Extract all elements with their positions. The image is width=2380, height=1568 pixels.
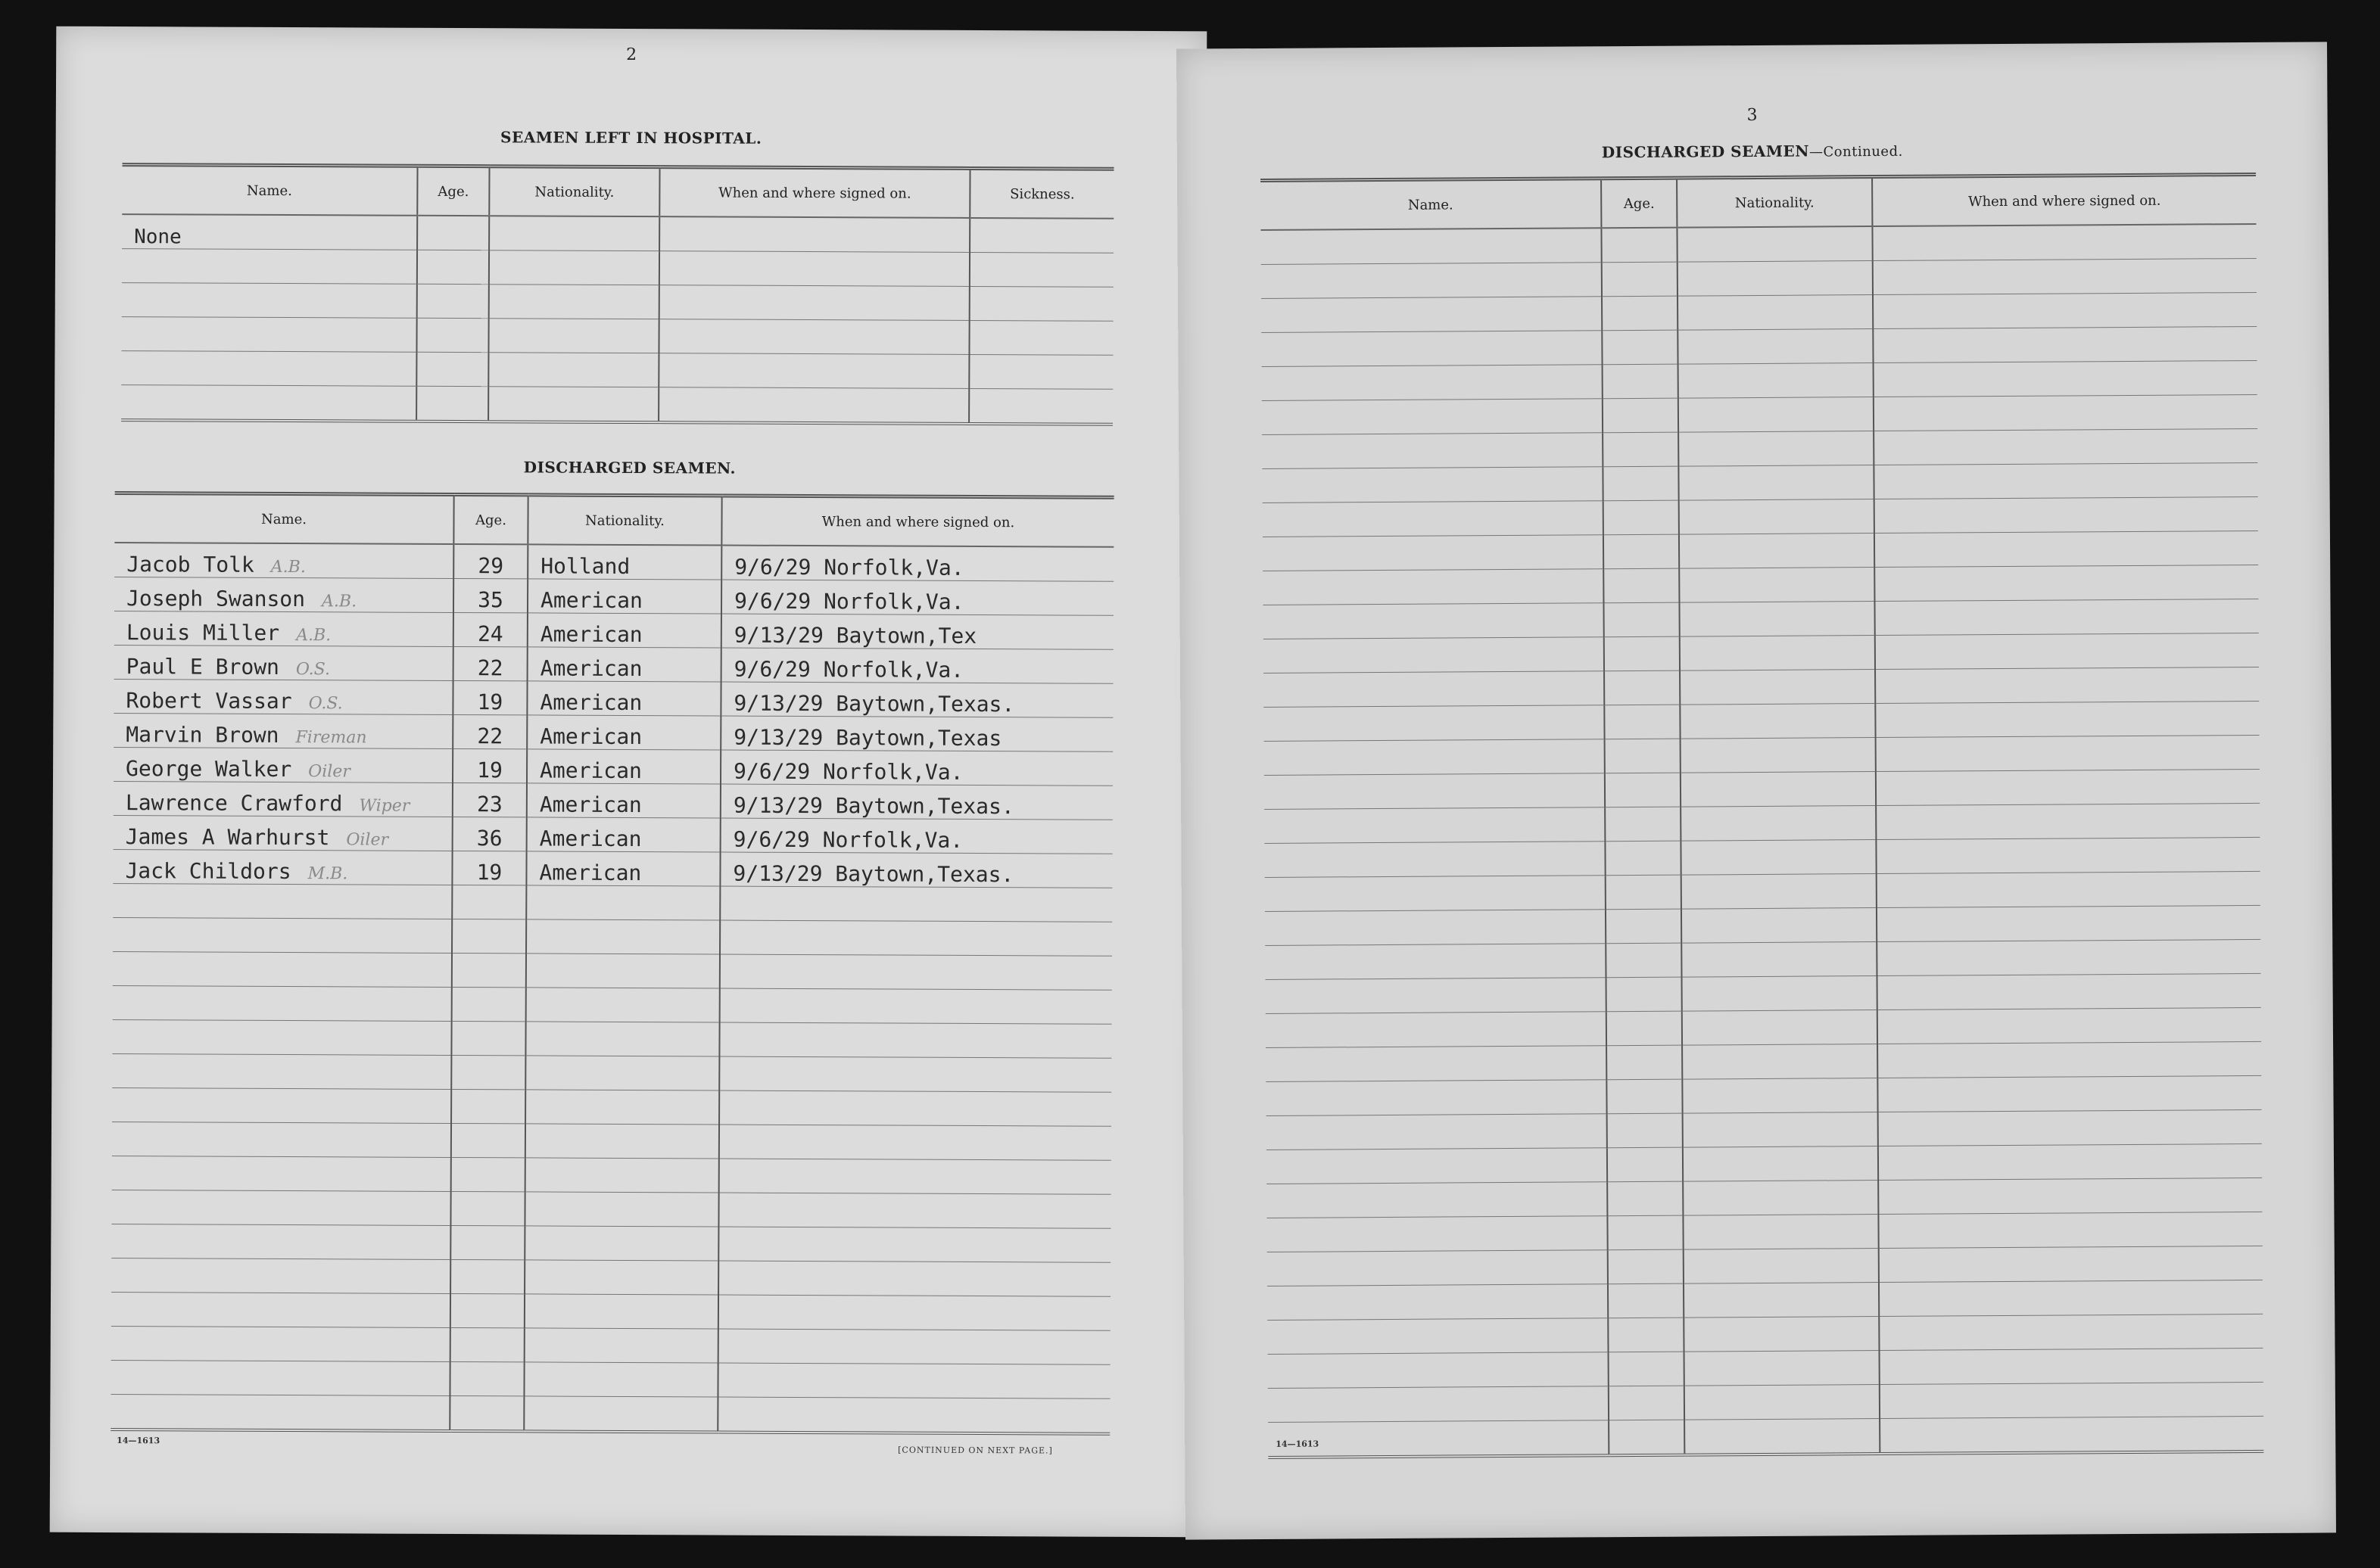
table-row [1265,871,2260,911]
table-row [111,1190,1111,1229]
seaman-nationality: American [527,817,721,852]
seaman-name-cell [114,816,453,851]
table-row [111,1395,1110,1434]
seaman-nationality: American [527,715,721,750]
table-row [1261,258,2257,298]
table-row [1263,496,2258,537]
table-row [1266,1143,2262,1184]
table-row [1262,394,2257,434]
seaman-nationality: American [528,613,721,648]
seaman-name: Robert Vassar [126,688,292,714]
discharged-section-title: DISCHARGED SEAMEN. [523,458,737,478]
col-age: Age. [453,494,528,544]
hospital-table [121,163,1114,426]
seaman-signed-on: 9/13/29 Baytown,Texas. [720,852,1112,888]
seaman-signed-on: 9/6/29 Norfolk,Va. [721,580,1114,615]
table-row [1265,939,2260,979]
seaman-rating: O.S. [308,694,343,714]
seaman-age: 19 [452,851,526,885]
seaman-age: 24 [453,612,528,646]
table-row [1264,837,2260,877]
table-row [113,918,1112,957]
table-row [1266,1007,2261,1047]
seaman-rating: Oiler [346,830,389,850]
seaman-age: 22 [453,714,527,748]
col-name: Name. [1260,179,1601,230]
discharged-continued-table [1260,173,2263,1459]
seaman-age: 19 [453,748,527,782]
seaman-rating: Wiper [359,796,410,816]
seaman-name: Lawrence Crawford [125,790,343,817]
table-row [1264,735,2260,775]
table-row [1263,633,2259,673]
seaman-rating: O.S. [295,660,331,680]
table-row [1261,326,2257,366]
form-number: 14—1613 [1276,1439,1319,1449]
discharged-table [111,491,1114,1436]
table-row [112,1054,1111,1093]
table-row [121,351,1113,390]
table-row [114,816,1113,854]
seaman-name-cell [114,782,453,817]
table-row [111,1361,1110,1399]
seaman-name-cell [114,714,453,749]
seaman-rating: M.B. [307,864,348,884]
seaman-signed-on: 9/13/29 Baytown,Texas. [721,682,1113,717]
col-sickness: Sickness. [970,168,1114,218]
seaman-name: Joseph Swanson [126,586,306,612]
table-row [114,646,1114,684]
left-page [50,26,1207,1538]
seaman-age: 35 [453,578,528,612]
seaman-name-cell [114,611,453,647]
table-row [1267,1314,2263,1354]
table-row [1266,1109,2262,1150]
seaman-name-cell [114,577,453,613]
table-row [1266,1041,2261,1081]
seaman-signed-on: 9/6/29 Norfolk,Va. [721,750,1113,786]
hospital-entry: None [122,214,417,250]
table-row [114,543,1114,581]
seaman-name: Jack Childors [125,858,291,885]
table-row [1262,428,2257,468]
table-row [1262,360,2257,400]
col-nationality: Nationality. [1677,177,1872,228]
table-row [1266,973,2261,1013]
table-row [1260,224,2256,265]
seaman-name-cell [114,680,453,715]
hospital-section-title: SEAMEN LEFT IN HOSPITAL. [500,128,762,148]
table-row [1268,1416,2263,1458]
seaman-nationality: American [528,579,721,614]
title-main: DISCHARGED SEAMEN [1601,142,1810,162]
col-signed-on: When and where signed on. [659,167,970,218]
table-row [121,317,1113,356]
table-row [1266,1212,2262,1252]
seaman-name-cell [114,646,453,681]
seaman-name: Marvin Brown [126,722,279,748]
col-nationality: Nationality. [528,495,721,546]
table-row [122,214,1114,253]
continued-note: [CONTINUED ON NEXT PAGE.] [898,1445,1053,1456]
seaman-rating: Oiler [308,762,350,782]
table-row [112,1156,1111,1195]
page-number: 3 [1746,105,1758,126]
table-row [113,850,1112,888]
seaman-name: Louis Miller [126,620,280,646]
table-row [114,611,1114,650]
col-name: Name. [114,493,453,544]
seaman-age: 36 [453,817,527,851]
table-row [1263,599,2258,639]
table-row [112,1088,1111,1127]
table-row [113,986,1112,1025]
table-row [114,714,1113,752]
table-row [113,884,1112,922]
seaman-name: Paul E Brown [126,654,280,680]
table-row [1263,667,2259,707]
seaman-name-cell [114,748,453,783]
seaman-nationality: American [527,783,721,818]
seaman-name-cell [114,543,453,578]
table-row [114,577,1114,616]
form-number: 14—1613 [117,1436,160,1446]
col-age: Age. [417,166,489,216]
table-row [114,782,1113,820]
table-row [1267,1280,2263,1320]
seaman-nationality: American [527,681,721,716]
table-row [111,1327,1111,1365]
table-row [111,1224,1111,1263]
seaman-age: 19 [453,680,527,714]
col-age: Age. [1601,178,1677,228]
col-name: Name. [122,165,417,216]
table-row [121,385,1113,425]
table-row [1264,769,2260,809]
table-row [122,249,1114,288]
seaman-signed-on: 9/13/29 Baytown,Tex [721,614,1114,649]
table-row [1263,701,2259,741]
col-signed-on: When and where signed on. [1872,174,2256,226]
seaman-rating: A.B. [270,557,306,577]
seaman-signed-on: 9/6/29 Norfolk,Va. [721,546,1114,582]
seaman-name: George Walker [125,756,292,782]
seaman-age: 29 [453,544,528,579]
table-row [113,952,1112,991]
seaman-nationality: American [528,647,721,682]
table-row [112,1020,1111,1059]
table-row [1267,1246,2263,1286]
table-row [1265,905,2260,945]
seaman-nationality: American [526,851,720,886]
table-row [112,1122,1111,1161]
seaman-age: 23 [453,782,527,817]
right-page [1176,42,2336,1539]
table-row [1263,565,2258,605]
seaman-signed-on: 9/13/29 Baytown,Texas [721,716,1113,751]
seaman-name: Jacob Tolk [126,552,254,577]
col-signed-on: When and where signed on. [721,496,1114,547]
table-row [1262,462,2257,502]
table-row [114,748,1113,786]
seaman-signed-on: 9/6/29 Norfolk,Va. [721,818,1113,854]
table-row [1268,1382,2263,1422]
seaman-signed-on: 9/6/29 Norfolk,Va. [721,648,1114,683]
seaman-nationality: American [527,749,721,784]
table-row [1264,803,2260,843]
page-number: 2 [626,45,637,65]
table-row [1266,1178,2262,1218]
title-continued: —Continued. [1808,143,1903,160]
table-row [1263,530,2258,571]
seaman-age: 22 [453,646,528,680]
table-row [114,680,1113,718]
seaman-rating: A.B. [296,626,332,646]
seaman-signed-on: 9/13/29 Baytown,Texas. [721,784,1113,820]
seaman-rating: Fireman [295,728,367,748]
col-nationality: Nationality. [489,166,659,216]
table-row [111,1258,1111,1297]
table-row [1266,1075,2261,1115]
seaman-nationality: Holland [528,544,721,580]
table-row [111,1293,1111,1331]
table-row [122,283,1114,322]
table-row [1261,292,2257,332]
table-row [1268,1348,2263,1388]
seaman-rating: A.B. [321,592,357,611]
seaman-name: James A Warhurst [125,824,330,851]
discharged-continued-title [1177,138,2328,163]
seaman-name-cell [113,850,452,885]
